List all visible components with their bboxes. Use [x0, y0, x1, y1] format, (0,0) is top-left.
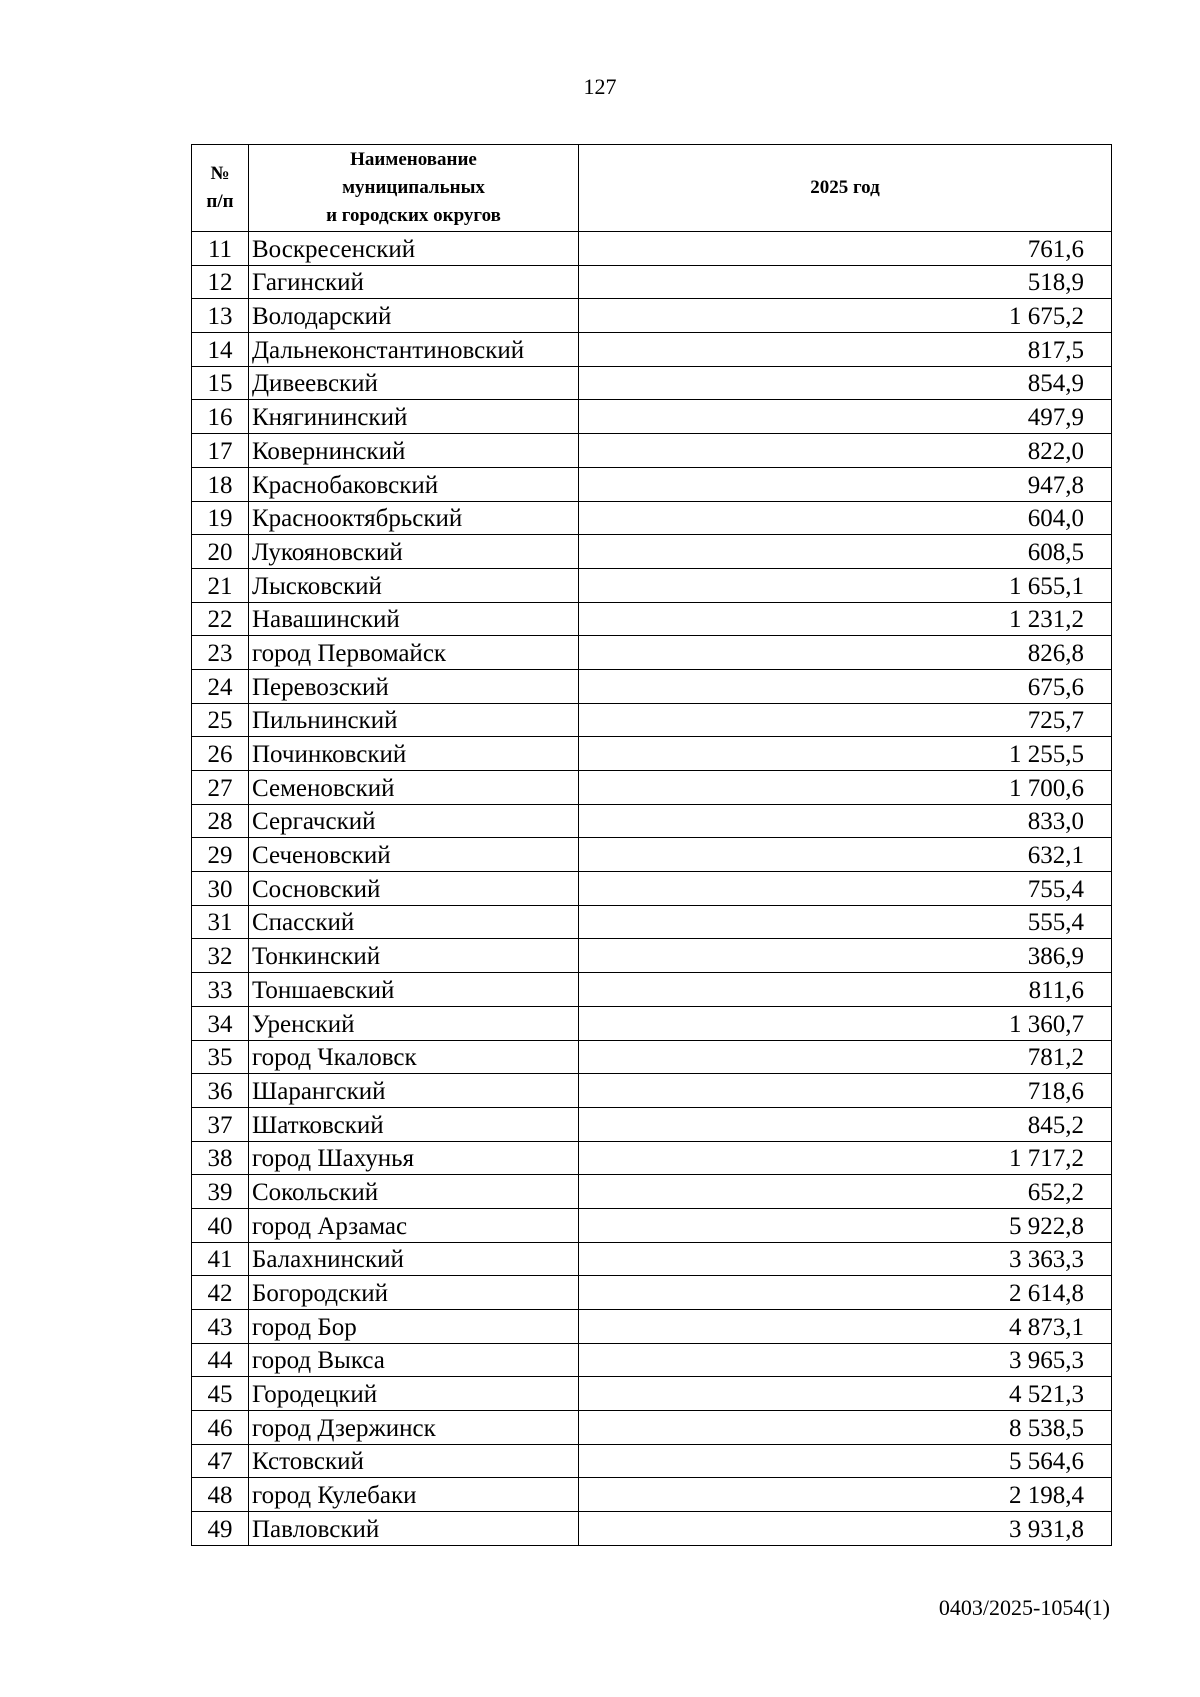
district-name: город Дзержинск — [249, 1411, 579, 1445]
row-number: 41 — [192, 1242, 249, 1276]
table-row — [192, 1040, 1112, 1074]
district-name: Ковернинский — [249, 434, 579, 468]
row-number: 37 — [192, 1107, 249, 1141]
table-row — [192, 568, 1112, 602]
row-number: 33 — [192, 973, 249, 1007]
row-number: 20 — [192, 535, 249, 569]
table-row — [192, 1074, 1112, 1108]
amount-value: 386,9 — [579, 939, 1112, 973]
header-year: 2025 год — [579, 145, 1112, 232]
table-row — [192, 1377, 1112, 1411]
district-name: город Выкса — [249, 1343, 579, 1377]
header-number — [192, 145, 249, 232]
amount-value: 3 965,3 — [579, 1343, 1112, 1377]
district-name: город Бор — [249, 1310, 579, 1344]
table-row — [192, 1242, 1112, 1276]
amount-value: 781,2 — [579, 1040, 1112, 1074]
district-name: город Арзамас — [249, 1208, 579, 1242]
table-row — [192, 973, 1112, 1007]
row-number: 22 — [192, 602, 249, 636]
row-number: 13 — [192, 299, 249, 333]
row-number: 17 — [192, 434, 249, 468]
page-number: 127 — [583, 74, 617, 99]
amount-value: 652,2 — [579, 1175, 1112, 1209]
amount-value: 4 521,3 — [579, 1377, 1112, 1411]
table-row — [192, 1411, 1112, 1445]
allocation-table — [191, 144, 1112, 1546]
row-number: 44 — [192, 1343, 249, 1377]
table-row — [192, 1512, 1112, 1546]
row-number: 18 — [192, 467, 249, 501]
table-row — [192, 872, 1112, 906]
amount-value: 5 922,8 — [579, 1208, 1112, 1242]
amount-value: 1 255,5 — [579, 737, 1112, 771]
table-row — [192, 333, 1112, 367]
table-row — [192, 1006, 1112, 1040]
amount-value: 8 538,5 — [579, 1411, 1112, 1445]
table-row — [192, 905, 1112, 939]
amount-value: 854,9 — [579, 366, 1112, 400]
table-row — [192, 1478, 1112, 1512]
district-name: Спасский — [249, 905, 579, 939]
district-name: Павловский — [249, 1512, 579, 1546]
row-number: 11 — [192, 232, 249, 266]
table-row — [192, 771, 1112, 805]
table-row — [192, 669, 1112, 703]
row-number: 29 — [192, 838, 249, 872]
amount-value: 518,9 — [579, 265, 1112, 299]
amount-value: 811,6 — [579, 973, 1112, 1007]
document-code: 0403/2025-1054(1) — [938, 1595, 1110, 1620]
table-row — [192, 1444, 1112, 1478]
district-name: Городецкий — [249, 1377, 579, 1411]
table-row — [192, 400, 1112, 434]
table-row — [192, 602, 1112, 636]
table-row — [192, 299, 1112, 333]
district-name: Сергачский — [249, 804, 579, 838]
row-number: 48 — [192, 1478, 249, 1512]
amount-value: 2 614,8 — [579, 1276, 1112, 1310]
row-number: 16 — [192, 400, 249, 434]
district-name: город Шахунья — [249, 1141, 579, 1175]
amount-value: 845,2 — [579, 1107, 1112, 1141]
table-row — [192, 535, 1112, 569]
row-number: 15 — [192, 366, 249, 400]
district-name: Сосновский — [249, 872, 579, 906]
table-row — [192, 1107, 1112, 1141]
district-name: Гагинский — [249, 265, 579, 299]
row-number: 27 — [192, 771, 249, 805]
header-number-line: п/п — [206, 191, 234, 212]
district-name: Воскресенский — [249, 232, 579, 266]
amount-value: 1 655,1 — [579, 568, 1112, 602]
district-name: Кстовский — [249, 1444, 579, 1478]
table-row — [192, 366, 1112, 400]
table-row — [192, 703, 1112, 737]
table-row — [192, 838, 1112, 872]
amount-value: 1 717,2 — [579, 1141, 1112, 1175]
district-name: Навашинский — [249, 602, 579, 636]
row-number: 26 — [192, 737, 249, 771]
district-name: Лысковский — [249, 568, 579, 602]
district-name: Краснооктябрьский — [249, 501, 579, 535]
row-number: 36 — [192, 1074, 249, 1108]
amount-value: 2 198,4 — [579, 1478, 1112, 1512]
district-name: Уренский — [249, 1006, 579, 1040]
table-row — [192, 939, 1112, 973]
district-name: Семеновский — [249, 771, 579, 805]
table-row — [192, 232, 1112, 266]
row-number: 49 — [192, 1512, 249, 1546]
amount-value: 3 363,3 — [579, 1242, 1112, 1276]
amount-value: 755,4 — [579, 872, 1112, 906]
table-row — [192, 501, 1112, 535]
amount-value: 4 873,1 — [579, 1310, 1112, 1344]
amount-value: 1 700,6 — [579, 771, 1112, 805]
district-name: Володарский — [249, 299, 579, 333]
row-number: 34 — [192, 1006, 249, 1040]
amount-value: 826,8 — [579, 636, 1112, 670]
table-row — [192, 434, 1112, 468]
district-name: город Первомайск — [249, 636, 579, 670]
district-name: Починковский — [249, 737, 579, 771]
district-name: Сокольский — [249, 1175, 579, 1209]
amount-value: 1 675,2 — [579, 299, 1112, 333]
amount-value: 1 231,2 — [579, 602, 1112, 636]
table-row — [192, 467, 1112, 501]
amount-value: 675,6 — [579, 669, 1112, 703]
amount-value: 3 931,8 — [579, 1512, 1112, 1546]
table-row — [192, 636, 1112, 670]
district-name: Шарангский — [249, 1074, 579, 1108]
amount-value: 497,9 — [579, 400, 1112, 434]
district-name: Богородский — [249, 1276, 579, 1310]
table-body — [192, 232, 1112, 1546]
district-name: город Чкаловск — [249, 1040, 579, 1074]
table-row — [192, 804, 1112, 838]
amount-value: 1 360,7 — [579, 1006, 1112, 1040]
row-number: 24 — [192, 669, 249, 703]
row-number: 45 — [192, 1377, 249, 1411]
header-name-line: и городских округов — [326, 205, 501, 226]
row-number: 23 — [192, 636, 249, 670]
row-number: 31 — [192, 905, 249, 939]
amount-value: 5 564,6 — [579, 1444, 1112, 1478]
district-name: Дивеевский — [249, 366, 579, 400]
table-row — [192, 1141, 1112, 1175]
district-name: Балахнинский — [249, 1242, 579, 1276]
row-number: 35 — [192, 1040, 249, 1074]
table-row — [192, 1175, 1112, 1209]
table-row — [192, 1208, 1112, 1242]
header-name-line: муниципальных — [342, 177, 485, 198]
table-row — [192, 265, 1112, 299]
amount-value: 822,0 — [579, 434, 1112, 468]
district-name: Княгининский — [249, 400, 579, 434]
table-row — [192, 1343, 1112, 1377]
amount-value: 555,4 — [579, 905, 1112, 939]
district-name: Шатковский — [249, 1107, 579, 1141]
row-number: 39 — [192, 1175, 249, 1209]
row-number: 21 — [192, 568, 249, 602]
header-name — [249, 145, 579, 232]
district-name: Краснобаковский — [249, 467, 579, 501]
district-name: Лукояновский — [249, 535, 579, 569]
header-name-line: Наименование — [350, 149, 477, 170]
district-name: Дальнеконстантиновский — [249, 333, 579, 367]
row-number: 40 — [192, 1208, 249, 1242]
row-number: 28 — [192, 804, 249, 838]
row-number: 12 — [192, 265, 249, 299]
table-row — [192, 1276, 1112, 1310]
row-number: 32 — [192, 939, 249, 973]
amount-value: 947,8 — [579, 467, 1112, 501]
table-row — [192, 1310, 1112, 1344]
district-name: Сеченовский — [249, 838, 579, 872]
table-row — [192, 737, 1112, 771]
amount-value: 725,7 — [579, 703, 1112, 737]
row-number: 14 — [192, 333, 249, 367]
row-number: 46 — [192, 1411, 249, 1445]
table-header-row — [192, 145, 1112, 232]
amount-value: 632,1 — [579, 838, 1112, 872]
amount-value: 761,6 — [579, 232, 1112, 266]
row-number: 30 — [192, 872, 249, 906]
amount-value: 604,0 — [579, 501, 1112, 535]
header-number-line: № — [210, 163, 230, 184]
amount-value: 608,5 — [579, 535, 1112, 569]
district-name: Тоншаевский — [249, 973, 579, 1007]
row-number: 19 — [192, 501, 249, 535]
district-name: город Кулебаки — [249, 1478, 579, 1512]
amount-value: 817,5 — [579, 333, 1112, 367]
row-number: 43 — [192, 1310, 249, 1344]
amount-value: 833,0 — [579, 804, 1112, 838]
row-number: 47 — [192, 1444, 249, 1478]
row-number: 25 — [192, 703, 249, 737]
district-name: Перевозский — [249, 669, 579, 703]
district-name: Пильнинский — [249, 703, 579, 737]
amount-value: 718,6 — [579, 1074, 1112, 1108]
row-number: 42 — [192, 1276, 249, 1310]
district-name: Тонкинский — [249, 939, 579, 973]
row-number: 38 — [192, 1141, 249, 1175]
